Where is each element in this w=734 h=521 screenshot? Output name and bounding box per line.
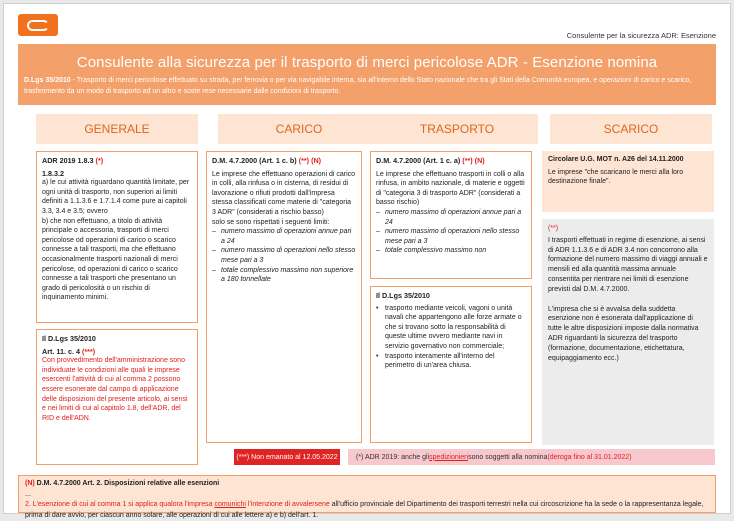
list-item: – numero massimo di operazioni annue pari a 24 <box>212 227 356 246</box>
comunichi-link[interactable]: comunichi <box>214 501 246 508</box>
list-item: • trasporto mediante veicoli, vagoni o unità navali che appartengono alle forze armate o che si trovano sotto la responsabilità di queste ultime ovvero mediante navi in servizio governativo non commerciale; <box>376 304 526 352</box>
banner-law-desc: - Trasporto di merci pericolose effettuato su strada, per ferrovia o per via navigabile interna, sia all'interno dello Stato nazionale che tra gli Stati della Comunità europea, e operazioni di carico e scarico, trasferimento da un modo di trasporto ad un altro e soste rese necessarie dalle condizioni di trasporto. <box>24 77 692 95</box>
list-item: – numero massimo di operazioni nello stesso mese pari a 3 <box>376 227 526 246</box>
scarico-circ-title: Circolare U.G. MOT n. A26 del 14.11.2000 <box>548 156 684 163</box>
list-item: • trasporto interamente all'interno del perimetro di un'area chiusa. <box>376 352 526 371</box>
trasporto-limits-list <box>376 208 526 256</box>
scarico-note-box <box>542 219 714 445</box>
brand-logo-icon <box>18 14 58 36</box>
scarico-text2: L'impresa che si è avvalsa della suddetta esenzione non è esonerata dall'applicazione di tutte le altre disposizioni imposte dalla normativa ADR riguardanti la sicurezza del trasporto (formazione, documentazione, etichettatura, equipaggiamento ecc.) <box>548 305 699 362</box>
generale-section: 1.8.3.2 <box>42 168 64 178</box>
generale-art-text: Con provvedimento dell'amministrazione sono individuate le condizioni alle quali le imprese esercenti l'attività di cui al comma 2 possono essere esonerate dal campo di applicazione delle disposizioni del presente articolo, ai sensi e nei limiti di cui al capitolo 1.8, dell'ADR, del RID e dell'ADN. <box>42 357 188 422</box>
banner-law-ref: D.Lgs 35/2010 <box>24 77 71 84</box>
carico-title: D.M. 4.7.2000 (Art. 1 c. b) (**) (N) <box>212 156 322 165</box>
carico-box <box>206 151 362 443</box>
column-header-scarico: SCARICO <box>550 114 712 144</box>
spedizionieri-link[interactable]: spedizionieri <box>429 453 469 461</box>
carico-conditions-intro: solo se sono rispettati i seguenti limiti: <box>212 218 330 226</box>
list-item: – numero massimo di operazioni nello stesso mese pari a 3 <box>212 246 356 265</box>
bottom-disposizioni-box <box>18 475 716 519</box>
generale-adr-box <box>36 151 198 323</box>
trasporto-dlgs-box <box>370 286 532 443</box>
trasporto-title: D.M. 4.7.2000 (Art. 1 c. a) (**) (N) <box>376 156 485 165</box>
trasporto-dlgs-title: Il D.Lgs 35/2010 <box>376 291 430 300</box>
generale-adr-title: ADR 2019 1.8.3 (*) <box>42 156 104 165</box>
bottom-ellipsis: ... <box>25 490 31 498</box>
carico-text: Le imprese che effettuano operazioni di carico in colli, alla rinfusa o in cisterna, di residui di lavorazione o rifiuti prodotti dall'impresa stessa classificati come materie di "categoria 3 ADR" (considerati a rischio basso) <box>212 170 356 216</box>
column-header-carico: CARICO <box>218 114 380 144</box>
trasporto-text: Le imprese che effettuano trasporti in colli o alla rinfusa, in ambito nazionale, di materie e oggetti di "categoria 3 di trasporto ADR" (considerati a basso rischio) <box>376 170 525 207</box>
scarico-circ-text: Le imprese "che scaricano le merci alla loro destinazione finale". <box>548 168 684 186</box>
generale-dlgs-title: Il D.Lgs 35/2010 <box>42 334 96 343</box>
carico-limits-list <box>212 227 356 285</box>
note-spedizionieri: (*) ADR 2019: anche gli spedizionieri sono soggetti alla nomina (deroga fino al 31.01.2022) <box>348 449 715 465</box>
title-banner <box>18 44 716 105</box>
scarico-mark: (**) <box>548 225 559 232</box>
list-item: – totale complessivo massimo non <box>376 246 526 256</box>
trasporto-dlgs-list <box>376 304 526 371</box>
bottom-title: (N) D.M. 4.7.2000 Art. 2. Disposizioni relative alle esenzioni <box>25 480 220 487</box>
header-right-label: Consulente per la sicurezza ADR: Esenzione <box>566 31 716 40</box>
generale-text-a: a) le cui attività riguardano quantità limitate, per ogni unità di trasporto, non superiori ai limiti definiti a 1.1.3.6 e 1.7.1.4 come pure ai capitoli 3.3, 3.4 e 3.5; ovvero <box>42 179 190 215</box>
page-title: Consulente alla sicurezza per il trasporto di merci pericolose ADR - Esenzione nomina <box>76 54 658 71</box>
generale-text-b: b) che non effettuano, a titolo di attività principale o accessoria, trasporti di merci pericolose od operazioni di carico o scarico connesse a tali trasporti, ma che effettuano occasionalmente trasporti nazionali di merci pericolose, od operazioni di carico o scarico connesse a tali trasporti che presentano un grado di pericolosità o un rischio di inquinamento minimi. <box>42 217 178 302</box>
document-page <box>3 3 731 519</box>
trasporto-box <box>370 151 532 279</box>
bottom-text: 2. L'esenzione di cui al comma 1 si applica qualora l'impresa comunichi l'intenzione di avvalersene all'ufficio provinciale del Dipartimento dei trasporti terrestri nella cui circoscrizione ha la sede o la rappresentanza legale, prima di dare avvio, per ciascun anno solare, alle operazioni di cui alle lettere a) e b) dell'art. 1. <box>25 501 704 519</box>
banner-law-text <box>18 71 716 97</box>
scarico-text1: I trasporti effettuati in regime di esenzione, ai sensi di ADR 1.1.3.6 e di ADR 3.4 non concorrono alla formazione del numero massimo di viaggi annuali e mensili ed alla quantità massima annuale consentita per rientrare nei limiti di esenzione previsti dal D.M. 4.7.2000. <box>548 236 708 293</box>
generale-art-title: Art. 11. c. 4 (***) <box>42 346 96 356</box>
list-item: – numero massimo di operazioni annue pari a 24 <box>376 208 526 227</box>
generale-dlgs-box <box>36 329 198 465</box>
scarico-circolare-box <box>542 151 714 212</box>
note-not-issued: (***) Non emanato al 12.05.2022 <box>234 449 340 465</box>
list-item: – totale complessivo massimo non superiore a 180 tonnellate <box>212 266 356 285</box>
column-header-trasporto: TRASPORTO <box>376 114 538 144</box>
column-header-generale: GENERALE <box>36 114 198 144</box>
